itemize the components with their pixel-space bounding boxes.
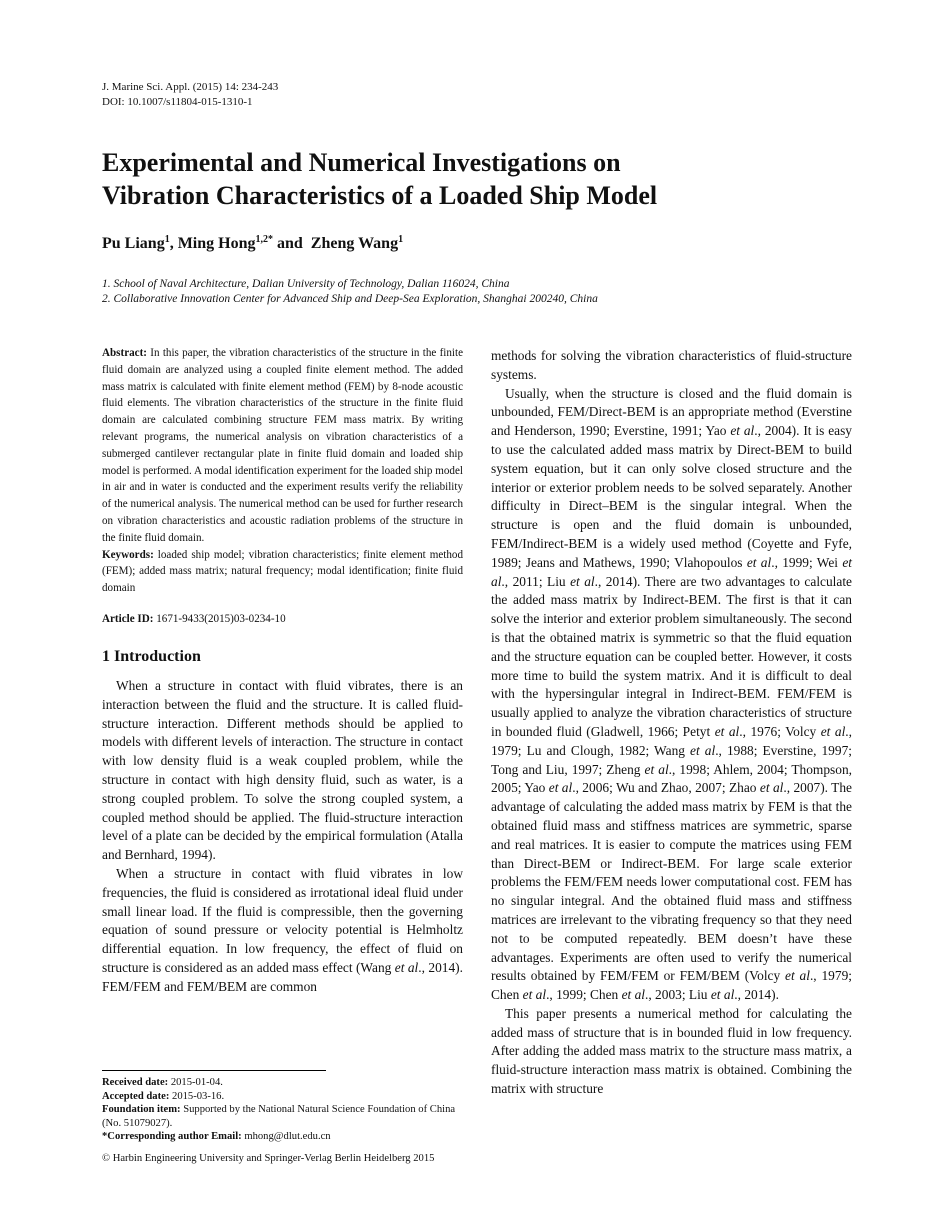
- text-run: ., 2014). There are two advantages to calculate the added mass matrix by Indirect-BEM. The first is that it can solve the interior and exterior problem simultaneously. The second is that the obtained matrix is symmetric so that the fluid equation and the structure equation can be coupled better. However, it costs more time to build the system matrix. And it is difficult to deal with the hypersingular integral in Indirect-BEM. FEM/FEM is usually applied to analyze the vibration characteristics of structure in bounded fluid (Gladwell, 1966; Petyt: [491, 573, 852, 739]
- author-affil-mark: 1,2*: [255, 234, 273, 245]
- title-line-2: Vibration Characteristics of a Loaded Ship Model: [102, 181, 658, 210]
- et-al: et al: [690, 742, 716, 758]
- author-name: Zheng Wang: [310, 235, 399, 252]
- keywords: [102, 547, 463, 597]
- affiliations: [102, 277, 598, 307]
- et-al: et al: [570, 573, 595, 589]
- article-id-value: 1671-9433(2015)03-0234-10: [153, 612, 286, 625]
- et-al: et al: [491, 554, 852, 589]
- footnote-label: Foundation item:: [102, 1104, 181, 1115]
- left-column: [102, 345, 463, 997]
- et-al: et al: [621, 987, 646, 1003]
- section-heading-introduction: 1 Introduction: [102, 647, 201, 665]
- body-paragraph: This paper presents a numerical method for calculating the added mass of structure that is in bounded fluid in low frequency. After adding the added mass matrix to the structure mass matrix, a fluid-structure interaction mass matrix is obtained. Combining the matrix with structure: [491, 1005, 852, 1097]
- text-run: ., 1999; Chen: [546, 987, 622, 1003]
- et-al: et al: [746, 554, 772, 570]
- text-run: Usually, when the structure is closed and the fluid domain is unbounded, FEM/Direct-BEM is an appropriate method (Everstine and Henderson, 1990; Everstine, 1991; Yao: [491, 385, 852, 439]
- et-al: et al: [548, 780, 573, 796]
- article-id: [102, 611, 463, 627]
- abstract-label: Abstract:: [102, 347, 147, 359]
- footnote-accepted: [102, 1090, 463, 1104]
- footnote-label: *Corresponding author Email:: [102, 1131, 242, 1142]
- footnote-foundation: [102, 1103, 463, 1130]
- et-al: et al: [759, 780, 784, 796]
- abstract-text: In this paper, the vibration characteristics of the structure in the finite fluid domain are analyzed using a coupled finite element method. The added mass matrix is calculated with finite element method (FEM) by 8-node acoustic fluid elements. The vibration characteristics of the structure in the finite fluid domain are calculated combining structure FEM mass matrix. By writing relevant programs, the numerical analysis on vibration characteristics of a submerged cantilever rectangular plate in finite fluid domain and loaded ship model is performed. A modal identification experiment for the loaded ship model in air and in water is conducted and the experiment results verify the reliability of the numerical analysis. The numerical method can be used for further research on vibration characteristics and acoustic radiation problems of the structure in the finite fluid domain.: [102, 347, 463, 544]
- footnote-corresponding: [102, 1130, 463, 1144]
- paper-title: [102, 146, 862, 212]
- text-run: ., 2014).: [734, 987, 779, 1003]
- text-run: ., 1976; Volcy: [739, 723, 821, 739]
- body-paragraph: methods for solving the vibration characteristics of fluid-structure systems.: [491, 348, 852, 382]
- et-al: et al: [785, 968, 810, 984]
- text-run: ., 2006; Wu and Zhao, 2007; Zhao: [572, 780, 760, 796]
- right-column: [491, 347, 852, 1099]
- text-run: ., 2007). The advantage of calculating the added mass matrix by FEM is that the obtained fluid mass and stiffness matrices are symmetric, sparse and real matrices. It is easier to compute the matrices using FEM than Direct-BEM or Indirect-BEM. For large scale exterior problems the FEM/FEM needs lower computational cost. FEM has no singular integral. And the obtained fluid mass and stiffness matrices are irrelevant to the vibrating frequency so that they need not to be computed repeatedly. BEM doesn’t have these advantages. Experiments are often used to verify the numerical results obtained by FEM/FEM or FEM/BEM (Volcy: [491, 780, 852, 984]
- copyright-notice: © Harbin Engineering University and Springer-Verlag Berlin Heidelberg 2015: [102, 1153, 435, 1164]
- footnote-received: [102, 1076, 463, 1090]
- text-run: ., 1979; Lu and Clough, 1982; Wang: [491, 723, 852, 758]
- journal-header: [102, 80, 278, 110]
- author-affil-mark: 1: [398, 234, 404, 245]
- footnote-label: Received date:: [102, 1077, 169, 1088]
- corresponding-email[interactable]: mhong@dlut.edu.cn: [241, 1131, 331, 1142]
- body-paragraph: [102, 865, 463, 997]
- text-run: ., 2011; Liu: [501, 573, 571, 589]
- text-run: ., 1998; Ahlem, 2004; Thompson, 2005; Yao: [491, 761, 852, 796]
- et-al: et al: [644, 761, 669, 777]
- body-paragraph: When a structure in contact with fluid vibrates, there is an interaction between the fluid and the structure. It is called fluid-structure interaction. Different methods should be applied to models with different levels of interaction. The structure in contact with low density fluid is a weak coupled problem, while the structure in contact with high density fluid, such as water, is a strong coupled problem. To solve the strong coupled system, a coupled method should be applied. The fluid-structure interaction level of a plate can be decided by the empirical formulation (Atalla and Bernhard, 1994).: [102, 677, 463, 863]
- keywords-text: loaded ship model; vibration characteristics; finite element method (FEM); added mass matrix; natural frequency; modal identification; finite fluid domain: [102, 548, 463, 595]
- text-run: ., 2004). It is easy to use the calculated added mass matrix by Direct-BEM to build system equation, but it can only solve closed structure and the interior or exterior problem needs to be solved separately. Another difficulty in Direct–BEM is the singular integral. When the structure is open and the fluid domain is unbounded, FEM/Indirect-BEM is a widely used method (Coyette and Fyfe, 1989; Jeans and Mathews, 1990; Vlahopoulos: [491, 423, 852, 570]
- et-al: et al: [394, 959, 419, 975]
- author-separator: and: [272, 235, 311, 252]
- doi[interactable]: DOI: 10.1007/s11804-015-1310-1: [102, 96, 253, 108]
- text-run: ., 1999; Wei: [771, 554, 843, 570]
- footnote-value: 2015-01-04.: [168, 1077, 223, 1088]
- affiliation-item: 1. School of Naval Architecture, Dalian University of Technology, Dalian 116024, China: [102, 278, 510, 290]
- et-al: et al: [820, 723, 846, 739]
- author-affil-mark: 1: [164, 234, 170, 245]
- keywords-label: Keywords:: [102, 548, 154, 561]
- abstract: [102, 345, 463, 547]
- text-run: ., 2014). FEM/FEM and FEM/BEM are common: [102, 959, 463, 994]
- affiliation-item: 2. Collaborative Innovation Center for Advanced Ship and Deep-Sea Exploration, Shanghai 200240, China: [102, 293, 598, 305]
- footnote-value: Supported by the National Natural Science Foundation of China (No. 51079027).: [102, 1104, 456, 1129]
- text-run: ., 1988; Everstine, 1997; Tong and Liu, 1997; Zheng: [491, 742, 852, 777]
- et-al: et al: [710, 987, 735, 1003]
- author-name: Pu Liang: [102, 235, 165, 252]
- article-id-label: Article ID:: [102, 612, 154, 625]
- author-name: Ming Hong: [177, 235, 256, 252]
- journal-citation: J. Marine Sci. Appl. (2015) 14: 234-243: [102, 81, 279, 93]
- footnotes: [102, 1076, 463, 1144]
- text-run: ., 1979; Chen: [491, 968, 852, 1003]
- title-line-1: Experimental and Numerical Investigations on: [102, 148, 621, 177]
- author-list: [102, 233, 403, 255]
- footnote-label: Accepted date:: [102, 1090, 170, 1102]
- footnote-divider: [102, 1070, 326, 1071]
- author-separator: ,: [169, 235, 178, 252]
- text-run: ., 2003; Liu: [645, 987, 711, 1003]
- footnote-value: 2015-03-16.: [169, 1090, 225, 1102]
- et-al: et al: [522, 987, 547, 1003]
- text-run: When a structure in contact with fluid vibrates in low frequencies, the fluid is considered as irrotational ideal fluid under small linear load. If the fluid is compressible, then the governing equation of sound pressure or velocity potential is Helmholtz differential equation. In low frequency, the effect of fluid on structure is considered as an added mass effect (Wang: [102, 865, 463, 975]
- et-al: et al: [730, 423, 755, 439]
- et-al: et al: [714, 723, 740, 739]
- body-paragraph: [491, 385, 852, 1005]
